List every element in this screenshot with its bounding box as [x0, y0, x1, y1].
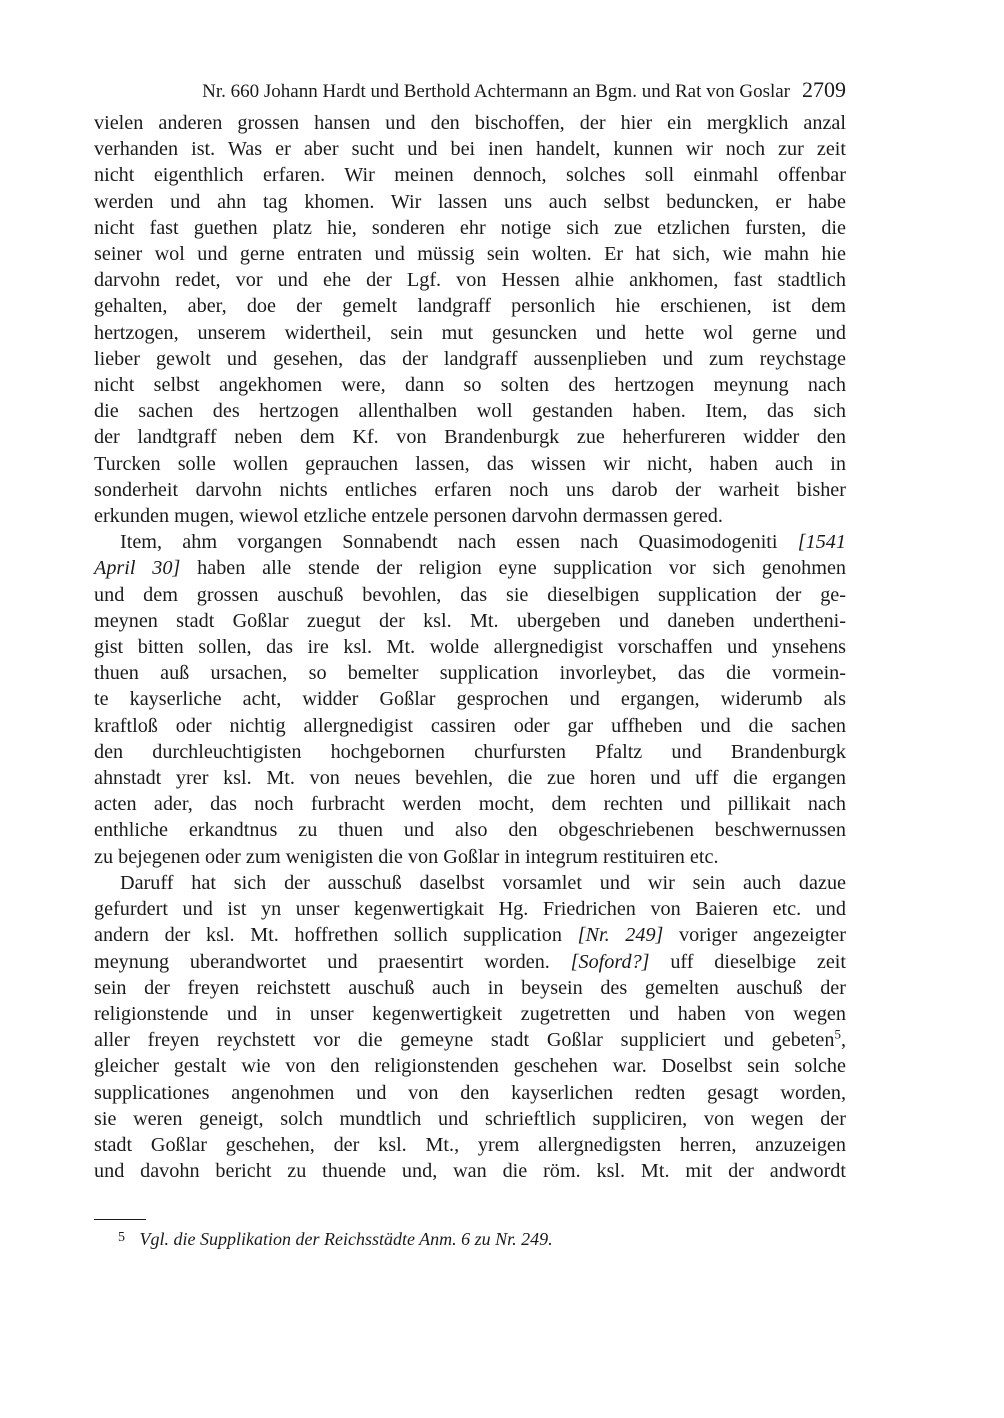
text-line: nicht fast guethen platz hie, sonderen ehr notige sich zue etzlichen fursten, die	[94, 216, 846, 239]
text-line	[94, 949, 846, 975]
text-line: darvohn redet, vor und ehe der Lgf. von Hessen alhie ankhomen, fast stadtlich	[94, 269, 846, 292]
text-line: zu bejegenen oder zum wenigisten die von Goßlar in integrum restituiren etc.	[94, 845, 719, 868]
text-line: kraftloß oder nichtig allergnedigist cassiren oder gar uffheben und die sachen	[94, 714, 846, 737]
text-line: und davohn bericht zu thuende und, wan die röm. ksl. Mt. mit der andwordt	[94, 1160, 846, 1183]
running-head	[94, 76, 846, 110]
text-line: sonderheit darvohn nichts entliches erfaren noch uns darob der warheit bisher	[94, 478, 846, 501]
text-line: sie weren geneigt, solch mundtlich und schrieftlich suppliciren, von wegen der	[94, 1107, 846, 1130]
paragraph-1	[94, 110, 846, 529]
text-run: voriger angezeigter	[663, 924, 846, 947]
text-line: gleicher gestalt wie von den religionstenden geschehen war. Doselbst sein solche	[94, 1055, 846, 1078]
text-line: seiner wol und gerne entraten und müssig sein wolten. Er hat sich, wie mahn hie	[94, 243, 846, 266]
text-line: vielen anderen grossen hansen und den bischoffen, der hier ein mergklich anzal	[94, 112, 846, 134]
footnote	[118, 1225, 553, 1252]
text-line: den durchleuchtigisten hochgebornen churfursten Pfaltz und Brandenburgk	[94, 740, 846, 763]
text-line: sein der freyen reichstett auschuß auch in beysein des gemelten auschuß der	[94, 976, 846, 999]
document-page	[94, 76, 846, 1184]
text-line: supplicationes angenohmen und von den kayserlichen redten gesagt worden,	[94, 1081, 846, 1104]
text-line: der landtgraff neben dem Kf. von Brandenburgk zue heherfureren widder den	[94, 426, 846, 449]
text-line: erkunden mugen, wiewol etzliche entzele personen darvohn dermassen gered.	[94, 505, 723, 528]
text-line: thuen auß ursachen, so bemelter supplication invorleybet, das die vormein-	[94, 662, 846, 685]
footnote-text: Vgl. die Supplikation der Reichsstädte Anm. 6 zu Nr. 249.	[139, 1229, 553, 1249]
text-line: ahnstadt yrer ksl. Mt. von neues bevehlen, die zue horen und uff die ergangen	[94, 767, 846, 790]
text-line: religionstende und in unser kegenwertigkeit zugetretten und haben von wegen	[94, 1002, 846, 1025]
text-line	[94, 529, 846, 555]
text-line: stadt Goßlar geschehen, der ksl. Mt., yrem allergnedigsten herren, anzuzeigen	[94, 1133, 846, 1156]
text-line	[94, 555, 846, 581]
date-annotation: [1541	[797, 531, 846, 554]
footnote-number: 5	[118, 1230, 125, 1245]
footnote-marker[interactable]: 5	[834, 1026, 841, 1042]
paragraph-3	[94, 870, 846, 1184]
text-line: Turcken solle wollen geprauchen lassen, das wissen wir nicht, haben auch in	[94, 452, 846, 475]
text-line: Daruff hat sich der ausschuß daselbst vorsamlet und wir sein auch dazue	[120, 871, 846, 894]
text-run: haben alle stende der religion eyne supplication vor sich genohmen	[197, 557, 847, 580]
text-run: andern der ksl. Mt. hoffrethen sollich supplication	[94, 924, 578, 947]
text-line: gist bitten sollen, das ire ksl. Mt. wolde allergnedigist vorschaffen und ynsehens	[94, 636, 846, 659]
text-line: und dem grossen auschuß bevohlen, das sie dieselbigen supplication der ge-	[94, 583, 846, 606]
text-run: Item, ahm vorgangen Sonnabendt nach essen nach Quasimodogeniti	[120, 531, 798, 554]
text-line: lieber gewolt und gesehen, das der landgraff aussenplieben und zum reychstage	[94, 347, 846, 370]
paragraph-2	[94, 529, 846, 870]
text-line: gehalten, aber, doe der gemelt landgraff personlich hie erschienen, ist dem	[94, 295, 846, 318]
text-line: acten ader, das noch furbracht werden mocht, dem rechten und pillikait nach	[94, 793, 846, 816]
text-line	[94, 922, 846, 948]
running-head-title: Nr. 660 Johann Hardt und Berthold Achtermann an Bgm. und Rat von Goslar	[202, 81, 790, 102]
date-annotation: April 30]	[94, 557, 181, 580]
footnote-divider	[94, 1219, 146, 1220]
text-line: nicht eigenthlich erfaren. Wir meinen dennoch, solches soll einmahl offenbar	[94, 164, 846, 187]
text-run	[180, 557, 197, 579]
page-number: 2709	[802, 77, 846, 102]
text-line: hertzogen, unserem widertheil, sein mut gesuncken und hette wol gerne und	[94, 321, 846, 344]
cross-reference: [Nr. 249]	[577, 924, 664, 947]
text-line: meynen stadt Goßlar zuegut der ksl. Mt. ubergeben und daneben undertheni-	[94, 609, 846, 632]
text-line: nicht selbst angekhomen were, dann so solten des hertzogen meynung nach	[94, 374, 846, 397]
text-run: ,	[840, 1029, 846, 1052]
editorial-note: [Soford?]	[570, 950, 650, 973]
text-line: werden und ahn tag khomen. Wir lassen uns auch selbst beduncken, er habe	[94, 190, 846, 213]
text-line: verhanden ist. Was er aber sucht und bei inen handelt, kunnen wir noch zur zeit	[94, 138, 846, 161]
text-line: enthliche erkandtnus zu thuen und also den obgeschriebenen beschwernussen	[94, 819, 846, 842]
text-run: aller freyen reychstett vor die gemeyne stadt Goßlar suppliciert und gebeten	[94, 1029, 835, 1052]
text-line: gefurdert und ist yn unser kegenwertigkait Hg. Friedrichen von Baieren etc. und	[94, 898, 846, 921]
text-run: uff dieselbige zeit	[649, 950, 847, 973]
body-text	[94, 110, 846, 1184]
text-line: te kayserliche acht, widder Goßlar gesprochen und ergangen, widerumb als	[94, 688, 846, 711]
text-line: die sachen des hertzogen allenthalben woll gestanden haben. Item, das sich	[94, 400, 846, 423]
text-line	[94, 1027, 846, 1053]
text-run: meynung uberandwortet und praesentirt worden.	[94, 950, 571, 973]
